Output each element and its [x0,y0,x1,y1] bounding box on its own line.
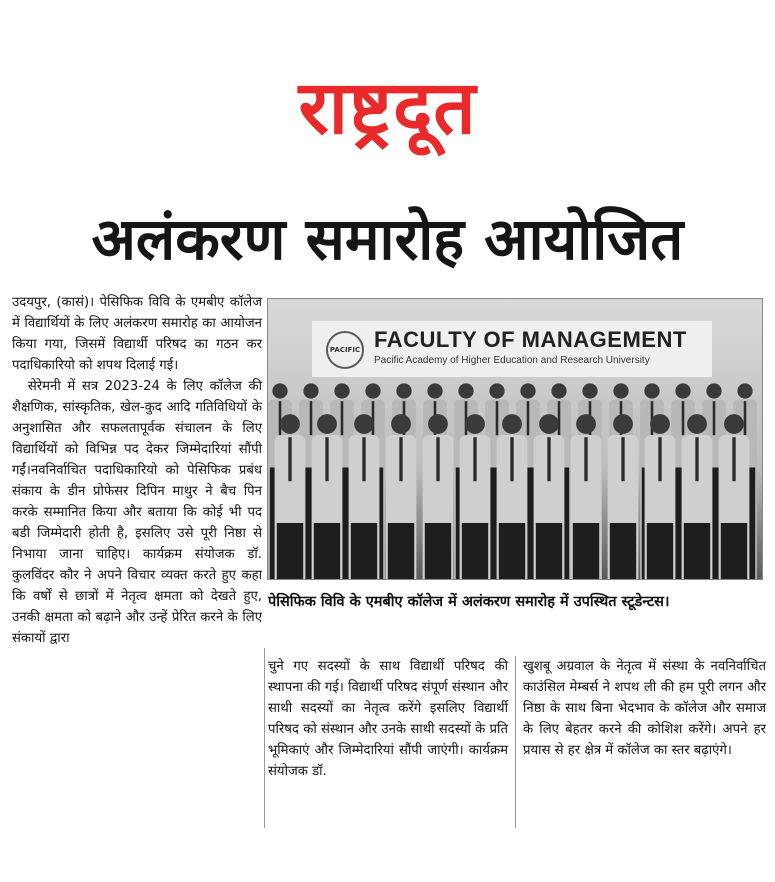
student-figure [460,414,491,579]
student-figure [497,414,528,579]
paragraph-ceremony: सेरेमनी में सत्र 2023-24 के लिए कॉलेज की शैक्षणिक, सांस्कृतिक, खेल-कुद आदि गतिविधियों के अनुशासित और सफलतापूर्वक संचालन के लिए विद्यार्थियों को विभिन्न पद देकर जिम्मेदारियां सौंपी गईं।नवनिर्वाचित पदाधिकारियो को पेसिफिक प्रबंध संकाय के डीन प्रोफेसर दिपिन माथुर ने बैच पिन करके सम्मानित किया और बताया कि कोई भी पद बडी जिम्मेदारी होती है, इसलिए उसे पूरी निष्ठा से निभाया जाना चाहिए। कार्यक्रम संयोजक डॉ. कुलविंदर कौर ने अपने विचार व्यक्त करते हुए कहा कि वर्षों से छात्रों में नेतृत्व क्षमता को देखते हुए, उनकी क्षमता को बढ़ाने और उन्हें प्रेरित करने के लिए संकायों द्वारा [12,379,262,646]
photo-caption: पेसिफिक विवि के एमबीए कॉलेज में अलंकरण समारोह में उपस्थित स्टूडेन्टस। [268,594,670,610]
article-column-1 [12,292,262,649]
column-divider [515,656,516,828]
student-figure [682,414,713,579]
students-group-illustration [268,299,762,579]
column-divider [264,648,265,828]
student-figure [645,414,676,579]
student-figure [719,414,750,579]
paragraph-council: चुने गए सदस्यों के साथ विद्यार्थी परिषद की स्थापना की गई। विद्यार्थी परिषद संपूर्ण संस्थान और साथी सदस्यों का नेतृत्व करेंगे इसलिए विद्यार्थी परिषद को संस्थान और उनके साथी सदस्यों के प्रति भूमिकाएं और जिम्मेदारियां सौंपी जाएंगी। कार्यक्रम संयोजक डॉ. [268,659,508,779]
group-photo [267,298,763,580]
student-figure [534,414,565,579]
university-logo: PACIFIC [326,331,364,369]
student-figure [423,414,454,579]
student-figure [275,414,306,579]
article-column-3 [523,656,766,761]
article-column-2 [268,656,508,782]
paragraph-intro: उदयपुर, (कासं)। पेसिफिक विवि के एमबीए कॉलेज में विद्यार्थियों के लिए अलंकरण समारोह का आयोजन किया गया, जिसमें विद्यार्थी परिषद का गठन कर पदाधिकारियो को शपथ दिलाई गई। [12,295,262,373]
student-figure [608,414,639,579]
student-figure [386,414,417,579]
student-figure [312,414,343,579]
newspaper-masthead: राष्ट्रदूत [298,65,477,151]
banner-title: FACULTY OF MANAGEMENT [374,327,687,352]
banner-subtitle: Pacific Academy of Higher Education and Research University [374,355,650,366]
student-figure [571,414,602,579]
student-figure [349,414,380,579]
paragraph-oath: खुशबू अग्रवाल के नेतृत्व में संस्था के नवनिर्वाचित काउंसिल मेम्बर्स ने शपथ ली की हम पूरी लगन और निष्ठा के साथ बिना भेदभाव के कॉलेज और समाज के लिए बेहतर करने की कोशिश करेंगे। अपने हर प्रयास से हर क्षेत्र में कॉलेज का स्तर बढ़ाएंगे। [523,659,766,758]
article-headline: अलंकरण समारोह आयोजित [91,205,684,273]
